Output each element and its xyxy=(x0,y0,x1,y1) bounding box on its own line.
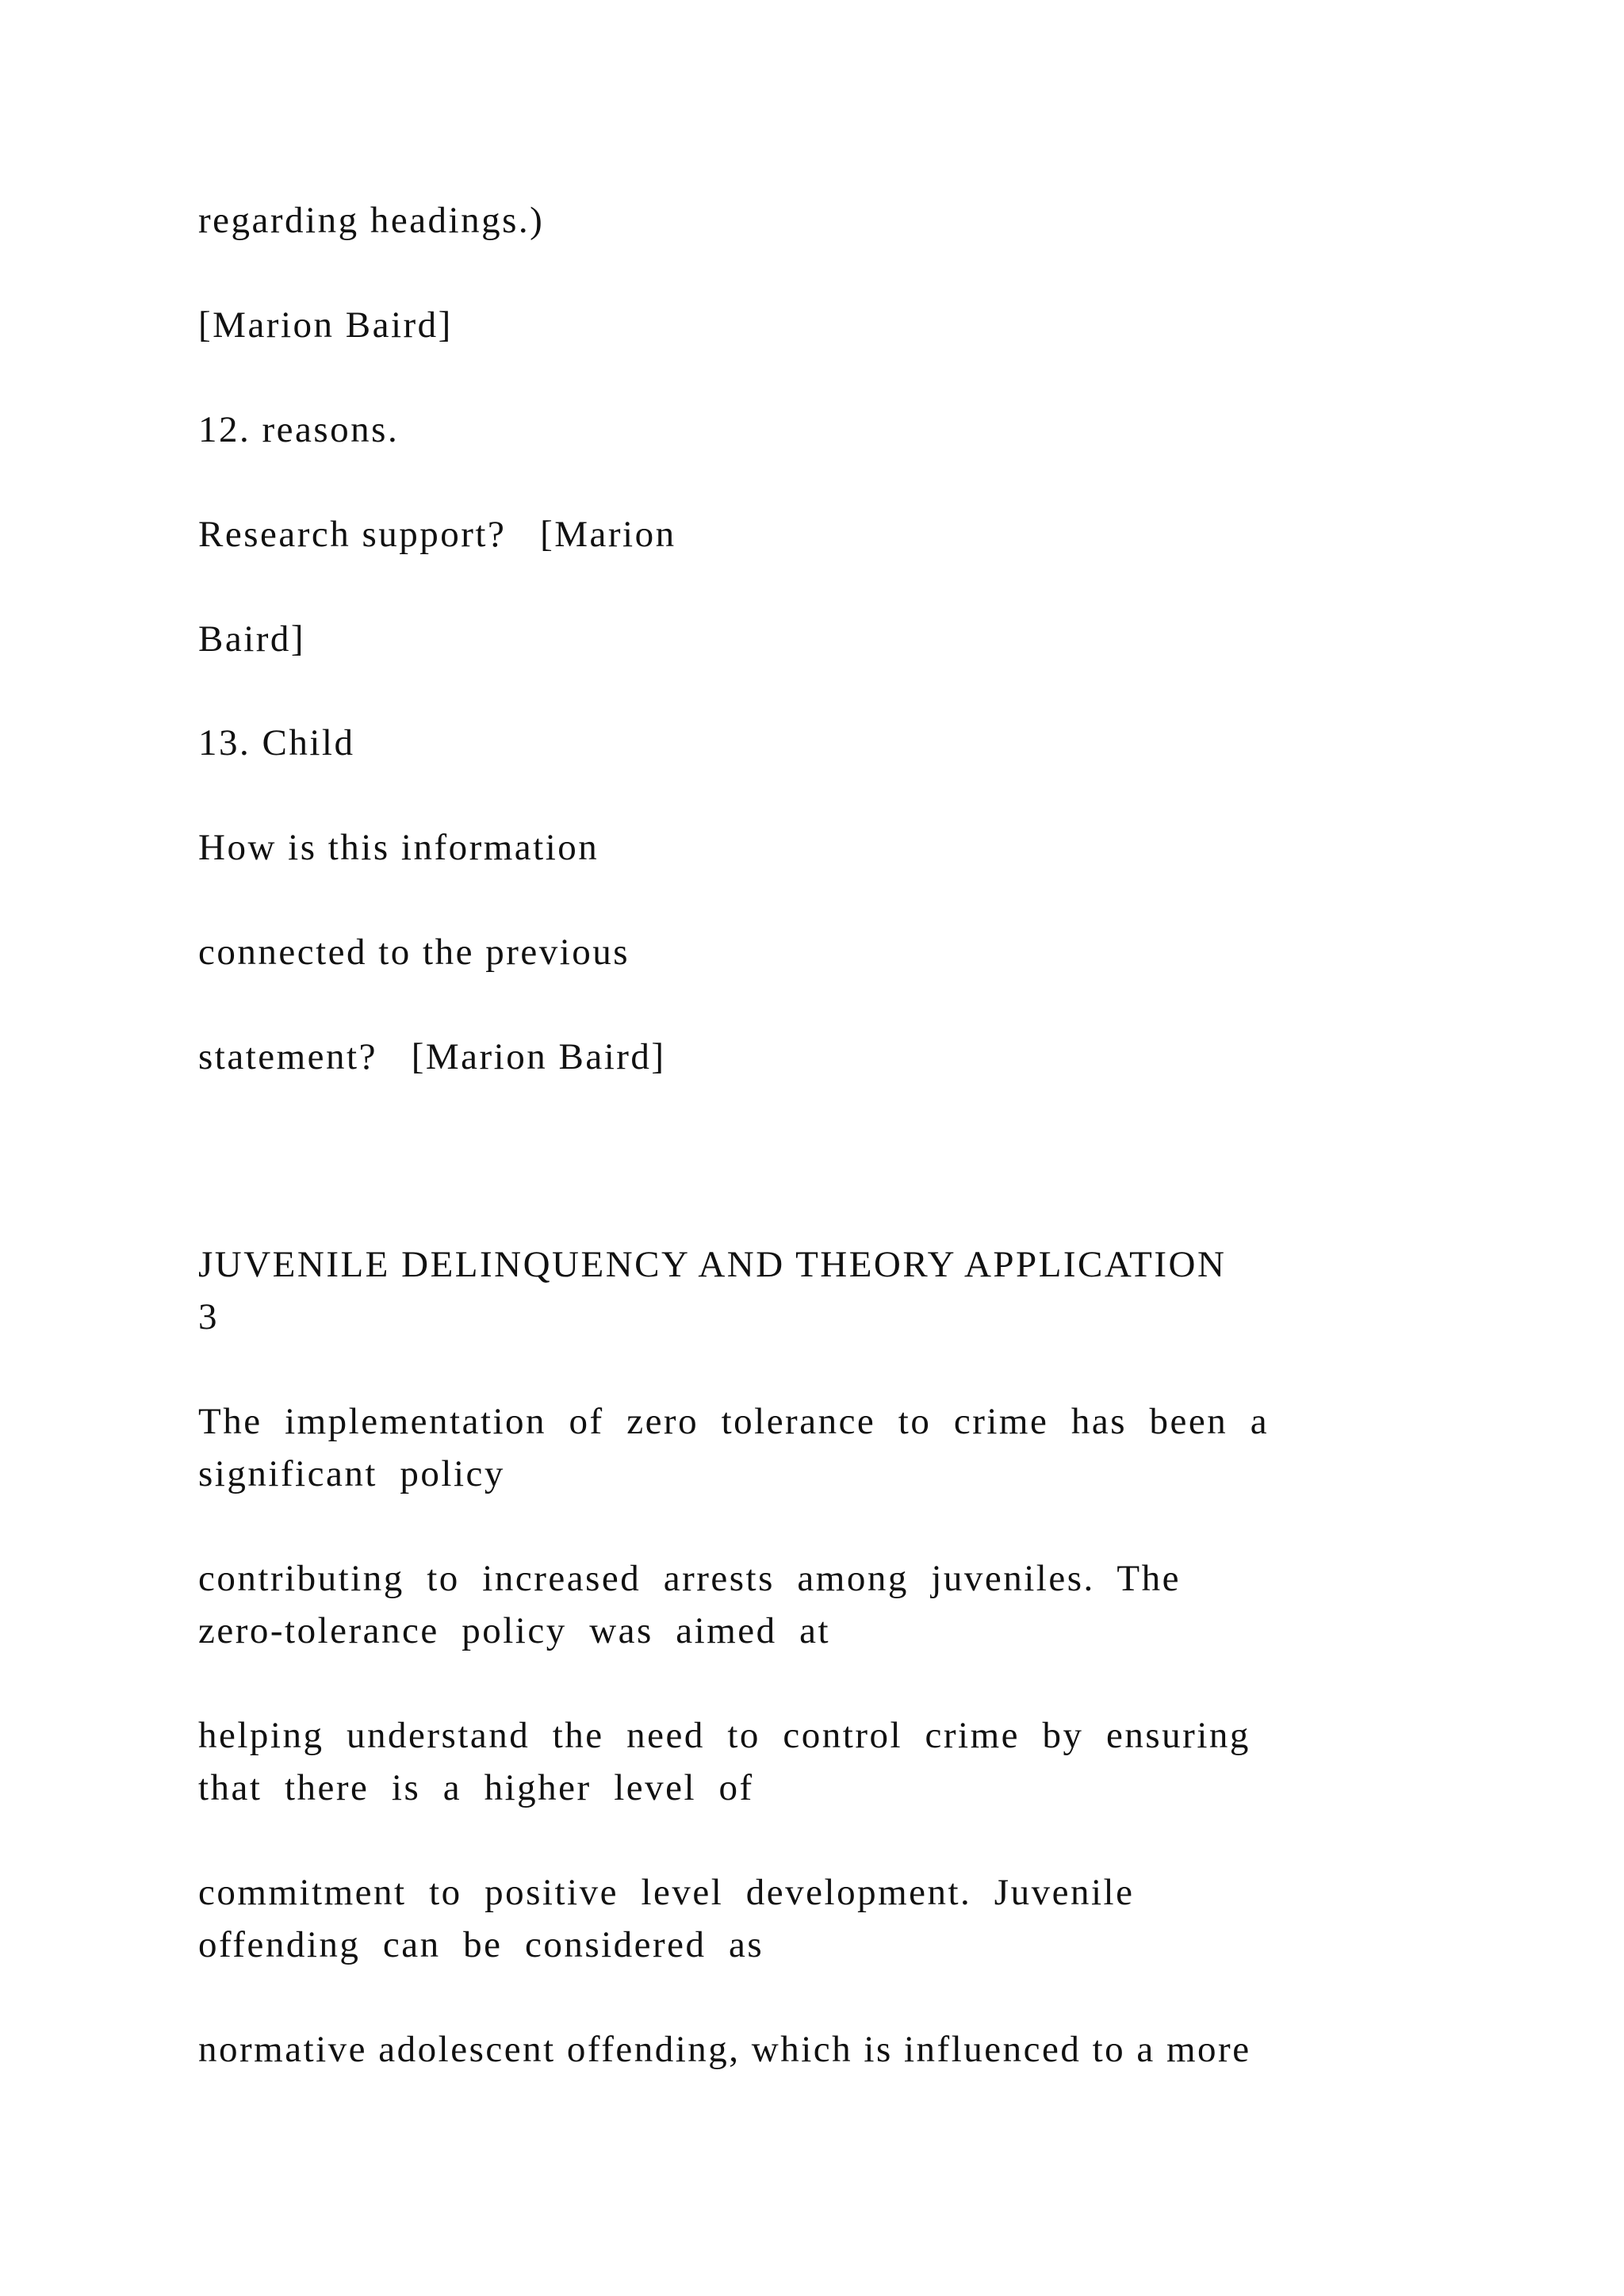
note-line: 13. Child xyxy=(198,722,355,763)
note-line: connected to the previous xyxy=(198,932,630,973)
note-line: regarding headings.) xyxy=(198,200,545,241)
body-line: offending can be considered as xyxy=(198,1924,764,1965)
body-line: normative adolescent offending, which is influenced to a more xyxy=(198,2029,1251,2070)
note-line: statement? [Marion Baird] xyxy=(198,1036,666,1077)
note-line: Research support? [Marion xyxy=(198,514,676,555)
body-line: The implementation of zero tolerance to crime has been a xyxy=(198,1401,1270,1442)
note-line: 12. reasons. xyxy=(198,409,400,450)
running-header-title: JUVENILE DELINQUENCY AND THEORY APPLICATION xyxy=(198,1244,1227,1285)
body-line: that there is a higher level of xyxy=(198,1767,754,1808)
note-line: Baird] xyxy=(198,618,306,660)
body-line: contributing to increased arrests among juveniles. The xyxy=(198,1558,1181,1599)
page-number: 3 xyxy=(198,1296,219,1337)
body-line: helping understand the need to control crime by ensuring xyxy=(198,1715,1251,1756)
body-line: significant policy xyxy=(198,1453,505,1494)
note-line: [Marion Baird] xyxy=(198,304,453,346)
body-line: commitment to positive level development. Juvenile xyxy=(198,1872,1135,1913)
body-line: zero-tolerance policy was aimed at xyxy=(198,1610,831,1651)
note-line: How is this information xyxy=(198,827,599,868)
